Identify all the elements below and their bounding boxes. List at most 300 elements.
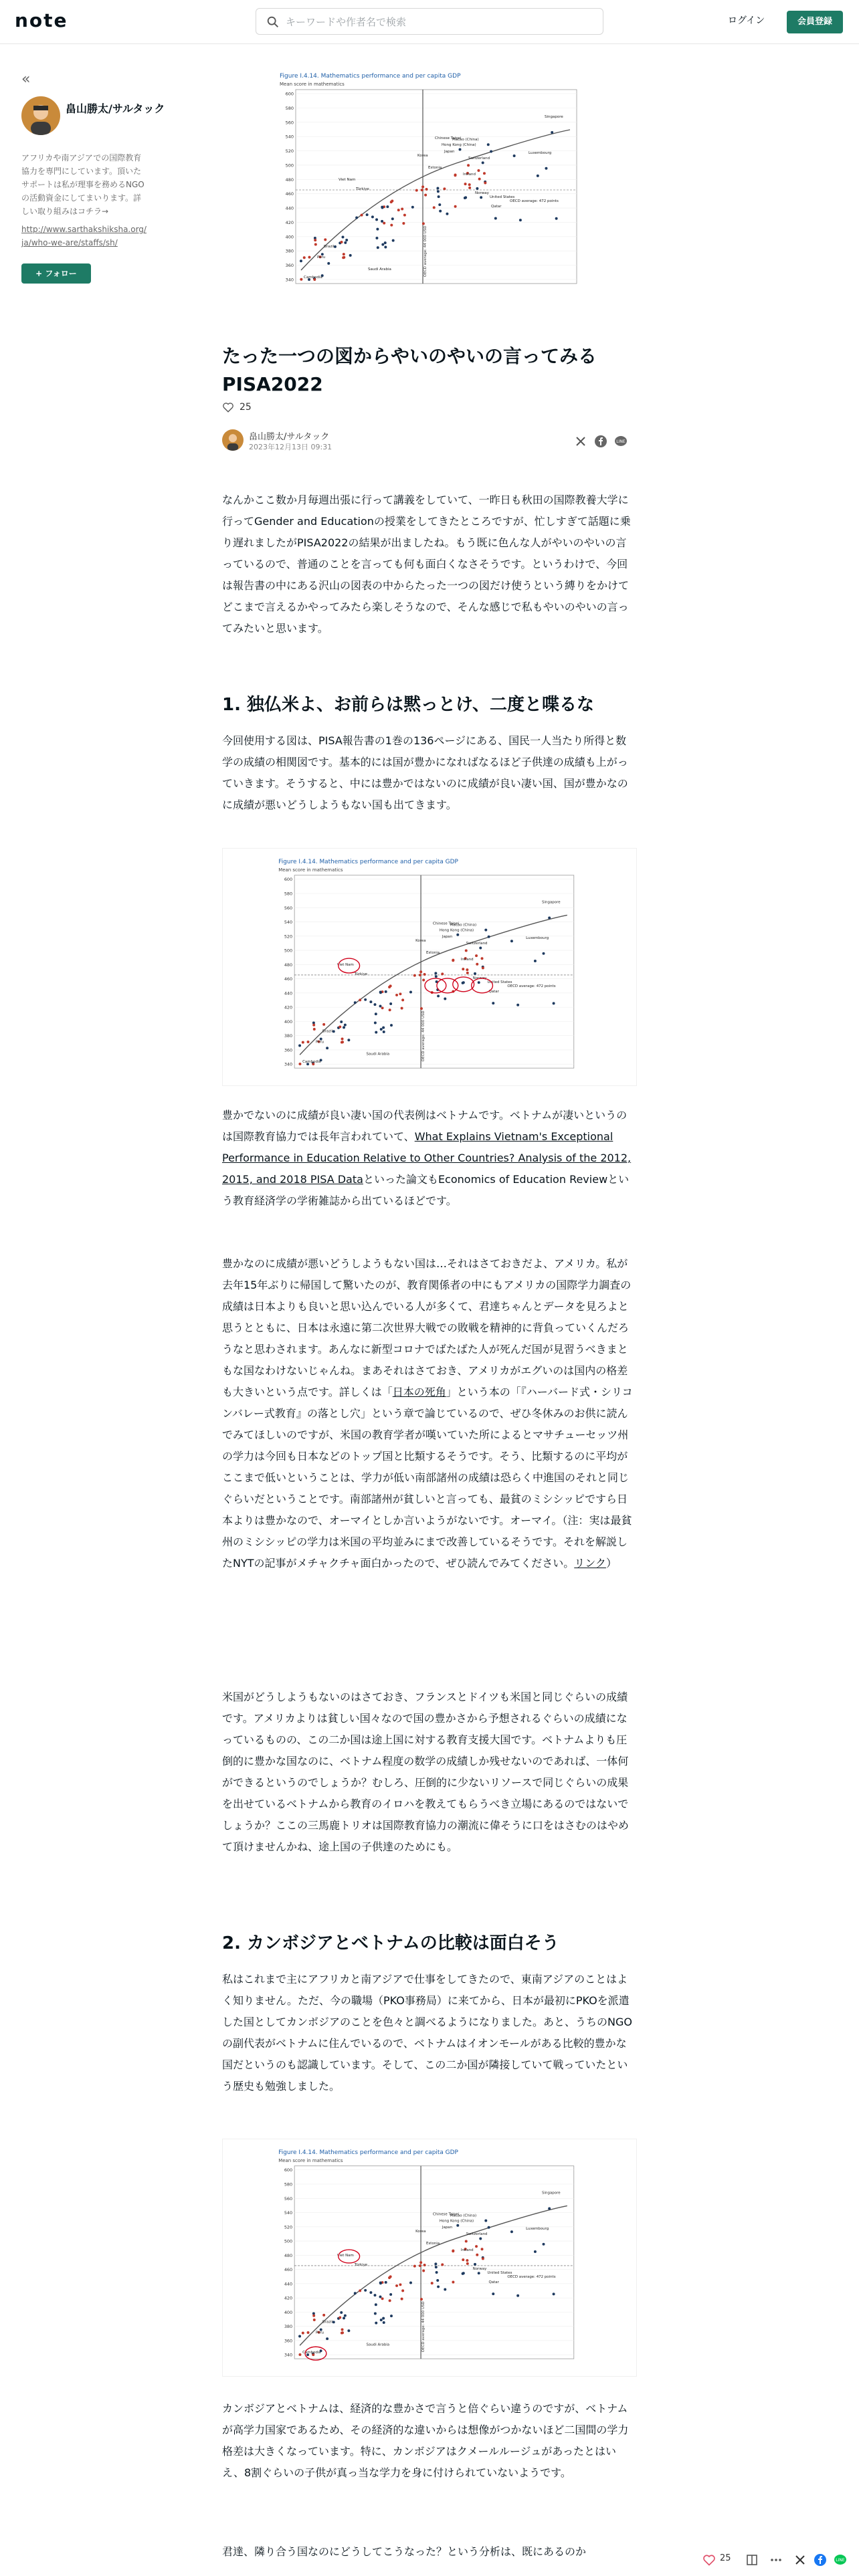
- oecd-gdp-label: OECD average: 44 000 USD: [423, 225, 427, 277]
- scatter-point: [376, 228, 379, 231]
- scatter-point: [419, 974, 421, 976]
- oecd-gdp-label: OECD average: 44 000 USD: [421, 2301, 426, 2353]
- scatter-point: [401, 2298, 403, 2300]
- country-label: Saudi Arabia: [366, 2343, 390, 2347]
- country-label: Qatar: [491, 205, 502, 209]
- scatter-point: [484, 181, 486, 184]
- scatter-point: [375, 218, 378, 221]
- scatter-point: [478, 178, 481, 181]
- scatter-point: [343, 253, 345, 255]
- y-tick-label: 400: [284, 1018, 293, 1025]
- y-tick-label: 340: [284, 2352, 293, 2358]
- y-tick-label: 500: [285, 163, 294, 169]
- y-tick-label: 520: [284, 934, 293, 940]
- scatter-point: [361, 214, 363, 217]
- scatter-point: [534, 960, 537, 962]
- scatter-point: [399, 992, 401, 995]
- scatter-point: [313, 1028, 316, 1031]
- country-label: Singapore: [542, 900, 561, 905]
- scatter-point: [341, 2329, 344, 2331]
- scatter-point: [355, 217, 358, 219]
- scatter-point: [423, 2264, 426, 2266]
- y-tick-label: 560: [284, 2195, 293, 2202]
- scatter-point: [423, 973, 426, 976]
- country-label: Türkiye: [356, 187, 369, 191]
- like-area[interactable]: [222, 401, 252, 413]
- y-tick-label: 400: [285, 234, 294, 240]
- plot-frame: [294, 875, 574, 1068]
- magazine-icon[interactable]: [745, 2553, 759, 2567]
- scatter-point: [366, 213, 369, 216]
- scatter-point: [322, 1023, 325, 1026]
- country-label: Saudi Arabia: [368, 267, 391, 272]
- country-label: United States: [487, 980, 512, 984]
- scatter-point: [347, 1039, 350, 1041]
- scatter-point: [390, 224, 393, 227]
- scatter-point: [314, 243, 317, 246]
- scatter-point: [384, 246, 387, 249]
- scatter-point: [298, 1045, 301, 1047]
- scatter-point: [435, 975, 438, 978]
- country-label: Switzerland: [466, 942, 488, 946]
- scatter-point: [340, 2311, 343, 2314]
- country-label: Luxembourg: [526, 936, 549, 941]
- scatter-point: [480, 196, 482, 199]
- country-label: Switzerland: [466, 2232, 488, 2237]
- y-tick-label: 360: [284, 2338, 293, 2344]
- scatter-point: [441, 972, 444, 975]
- country-label: Singapore: [542, 2191, 561, 2195]
- scatter-point: [359, 2289, 361, 2292]
- sidebar-collapse-icon[interactable]: «: [21, 71, 31, 88]
- svg-text:LINE: LINE: [616, 439, 626, 444]
- figure-3: [222, 2139, 637, 2377]
- scatter-point: [467, 164, 470, 167]
- scatter-point: [381, 220, 383, 223]
- country-label: Japan: [444, 150, 455, 154]
- y-tick-label: 460: [285, 191, 294, 197]
- scatter-point: [344, 241, 347, 244]
- scatter-point: [303, 256, 306, 259]
- country-label: United States: [490, 195, 515, 199]
- scatter-point: [386, 205, 389, 208]
- author-bio: アフリカや南アジアでの国際教育協力を専門にしています。頂いたサポートは私が理事を務めるNGOの活動資金にしてまいります。詳しい取り組みはコチラ→: [21, 153, 145, 216]
- svg-text:LINE: LINE: [836, 2558, 845, 2563]
- meta-author-avatar[interactable]: [222, 429, 244, 451]
- country-label: Korea: [417, 154, 428, 158]
- scatter-point: [476, 187, 478, 190]
- plot-frame: [294, 2166, 574, 2359]
- y-tick-label: 380: [284, 1033, 293, 1039]
- scatter-point: [465, 949, 468, 952]
- scatter-point: [401, 2289, 404, 2292]
- y-tick-label: 600: [285, 91, 294, 97]
- scatter-point: [383, 2321, 385, 2324]
- y-tick-label: 540: [284, 2210, 293, 2216]
- scatter-point: [421, 189, 423, 191]
- scatter-point: [466, 972, 469, 974]
- float-like-count: 25: [720, 2553, 731, 2563]
- scatter-point: [409, 991, 412, 994]
- country-label: OECD average: 472 points: [507, 984, 556, 988]
- scatter-point: [314, 239, 316, 241]
- scatter-point: [548, 2207, 551, 2210]
- scatter-point: [424, 194, 427, 197]
- nyt-link[interactable]: リンク: [574, 1557, 606, 1570]
- y-tick-label: 580: [284, 891, 293, 897]
- scatter-point: [381, 206, 383, 209]
- scatter-point: [477, 169, 480, 172]
- scatter-point: [438, 195, 440, 198]
- scatter-point: [482, 161, 484, 164]
- scatter-point: [510, 2230, 513, 2233]
- country-label: Singapore: [545, 115, 563, 119]
- login-link[interactable]: ログイン: [728, 15, 765, 26]
- country-label: Chinese Taipei: [432, 2212, 460, 2217]
- author-avatar[interactable]: [21, 96, 60, 135]
- scatter-point: [298, 2353, 301, 2356]
- figure-ylabel: Mean score in mathematics: [280, 82, 345, 87]
- scatter-point: [444, 2288, 446, 2291]
- scatter-point: [456, 2224, 459, 2227]
- scatter-point: [326, 2337, 328, 2340]
- scatter-point: [411, 206, 414, 209]
- float-x-icon[interactable]: [793, 2553, 807, 2567]
- scatter-point: [382, 1027, 385, 1029]
- scatter-point: [302, 1041, 304, 1044]
- figure-title: Figure I.4.14. Mathematics performance and per capita GDP: [278, 858, 458, 865]
- more-icon[interactable]: [769, 2553, 783, 2567]
- scatter-point: [326, 1047, 328, 1049]
- country-label: Peru: [317, 255, 326, 259]
- scatter-point: [300, 278, 302, 281]
- scatter-point: [555, 217, 558, 220]
- scatter-point: [468, 187, 471, 189]
- scatter-point: [434, 972, 437, 974]
- y-tick-label: 500: [284, 2238, 293, 2244]
- y-tick-label: 540: [285, 134, 294, 140]
- scatter-point: [452, 2281, 454, 2284]
- meta-author-name[interactable]: 畠山勝太/サルタック: [249, 432, 330, 442]
- scatter-point: [341, 235, 344, 238]
- scatter-point: [436, 2271, 438, 2274]
- scatter-point: [462, 2272, 465, 2274]
- y-tick-label: 600: [284, 877, 293, 883]
- scatter-point: [454, 174, 456, 177]
- scatter-point: [422, 2269, 425, 2272]
- scatter-point: [312, 1024, 315, 1027]
- hero-figure: [277, 70, 586, 294]
- scatter-point: [475, 954, 478, 957]
- float-line-icon[interactable]: [834, 2553, 847, 2567]
- country-label: Ireland: [460, 2248, 474, 2253]
- country-label: Luxembourg: [529, 151, 552, 155]
- search-input[interactable]: [286, 13, 593, 31]
- scatter-point: [307, 1041, 310, 1043]
- y-tick-label: 360: [284, 1047, 293, 1053]
- country-label: Japan: [442, 2226, 453, 2230]
- scatter-point: [482, 2257, 484, 2260]
- scatter-point: [543, 2243, 545, 2246]
- scatter-point: [327, 262, 330, 265]
- y-tick-label: 360: [285, 263, 294, 269]
- country-label: Brazil: [322, 1029, 333, 1034]
- paragraph-7: カンボジアとベトナムは、経済的な豊かさで言うと倍ぐらい違うのですが、ベトナムが高学力国家であるため、その経済的な違いからは想像がつかないほど二国間の学力格差は大きくなっています。特に、カンボジアはクメールルージュがあったとはいえ、8割ぐらいの子供が真っ当な学力を身に付けられていないようです。: [222, 2402, 629, 2479]
- scatter-point: [389, 1008, 391, 1011]
- scatter-point: [438, 203, 441, 206]
- scatter-point: [324, 238, 326, 241]
- scatter-point: [484, 929, 487, 932]
- scatter-point: [374, 2294, 377, 2296]
- scatter-point: [313, 2319, 316, 2321]
- scatter-point: [466, 2262, 469, 2265]
- follow-button[interactable]: + フォロー: [21, 263, 91, 284]
- scatter-point: [490, 150, 492, 152]
- scatter-point: [342, 256, 345, 259]
- y-tick-label: 520: [284, 2224, 293, 2230]
- y-tick-label: 440: [285, 205, 294, 211]
- line-share-icon[interactable]: [614, 435, 628, 448]
- scatter-point: [379, 990, 382, 993]
- paragraph-4: 豊かなのに成績が悪いどうしようもない国は…それはさておきだよ、アメリカ。私が去年15年ぶりに帰国して驚いたのが、教育関係者の中にもアメリカの国際学力調査の成績は日本よりも良いと思い込んでいる人が多くて、君達ちゃんとデータを見ろよと思うとともに、日本は永遠に第二次世界大戦での敗戦を精神的に背負っていくんだろうなと思わされます。あんなに新型コロナでばたばた人が死んだ国が見習うべきまともな国なわけないじゃんね。まあそれはさておき、アメリカがエグいのは国内の格差も大きいという点です。詳しくは「日本の死角」という本の「『ハーバード式・シリコンバレー式教育』の落とし穴」という章で論じているので、ぜひ冬休みのお供に読んでみてほしいのですが、米国の教育学者が嘆いていた所によるとマサチューセッツ州の学力は今回も日本などのトップ国と比類するそうです。そう、比類するのに平均がここまで低いということは、学力が低い南部諸州の成績は恐らく中進国のそれと同じぐらいだということです。南部諸州が貧しいと言っても、最貧のミシシッピですら日本よりは豊かなので、オーマイとしか言いようがないです。オーマイ。（注：実は最貧州のミシシッピの学力は米国の平均並みにまで改善しているそうです。それを解説したNYTの記事がメチャクチャ面白かったので、ぜひ読んでみてください。リンク）: [222, 1257, 633, 1570]
- scatter-point: [479, 2238, 482, 2240]
- scatter-point: [434, 2262, 437, 2265]
- scatter-point: [481, 957, 484, 960]
- scatter-point: [419, 2261, 422, 2264]
- search-box[interactable]: [256, 8, 603, 35]
- scatter-point: [439, 210, 442, 213]
- country-label: Estonia: [428, 166, 442, 170]
- y-tick-label: 480: [285, 177, 294, 183]
- scatter-point: [369, 2291, 372, 2294]
- scatter-point: [488, 2226, 490, 2229]
- paragraph-3: 豊かでないのに成績が良い凄い国の代表例はベトナムです。ベトナムが凄いというのは国際教育協力では長年言われていて、What Explains Vietnam's Exceptional Performance in Education Relative to Other Countries? Analysis of the 2012, 2015, and 2018 PISA Dataといった論文もEconomics of Education Reviewという教育経済学の学術雑誌から出ているほどです。: [222, 1109, 632, 1207]
- paragraph-intro: なんかここ数か月毎週出張に行って講義をしていて、一昨日も秋田の国際教養大学に行ってGender and Educationの授業をしてきたところですが、忙しすぎて話題に乗り遅れましたがPISA2022の結果が出ましたね。もう既に色んな人がやいのやいの言っているので、普通のことを言っても何も面白くなさそうです。というわけで、今回は報告書の中にある沢山の図表の中からたった一つの図だけ使うという縛りをかけてどこまで言えるかやってみたら楽しそうなので、そんな感じで私もやいのやいの言ってみたいと思います。: [222, 494, 631, 635]
- y-tick-label: 540: [284, 920, 293, 926]
- x-share-icon[interactable]: [574, 435, 587, 448]
- publish-date: 2023年12月13日 09:31: [249, 443, 332, 451]
- scatter-point: [307, 2331, 310, 2334]
- facebook-share-icon[interactable]: [594, 435, 607, 448]
- y-tick-label: 460: [284, 976, 293, 982]
- scatter-point: [379, 2296, 381, 2298]
- scatter-point: [343, 2317, 345, 2319]
- scatter-point: [466, 968, 468, 971]
- scatter-point: [375, 2303, 377, 2306]
- y-tick-label: 420: [284, 2295, 293, 2301]
- scatter-point: [395, 2284, 398, 2287]
- like-count: 25: [240, 402, 252, 413]
- scatter-point: [456, 934, 459, 936]
- scatter-point: [543, 952, 545, 955]
- scatter-point: [494, 217, 497, 219]
- scatter-point: [312, 2315, 315, 2317]
- country-label: Cambodia: [302, 2351, 321, 2355]
- plot-frame: [296, 90, 577, 284]
- scatter-point: [419, 970, 422, 973]
- scatter-point: [437, 994, 440, 997]
- scatter-point: [548, 916, 551, 919]
- heart-icon[interactable]: [222, 401, 234, 413]
- scatter-point: [388, 986, 391, 988]
- scatter-point: [339, 1026, 341, 1029]
- scatter-point: [364, 998, 367, 1001]
- y-tick-label: 380: [284, 2324, 293, 2330]
- y-tick-label: 440: [284, 2281, 293, 2287]
- scatter-point: [420, 1007, 423, 1010]
- author-bio-link[interactable]: http://www.sarthakshiksha.org/ja/who-we-are/staffs/sh/: [21, 225, 147, 247]
- scatter-point: [389, 1002, 392, 1005]
- country-label: Luxembourg: [526, 2227, 549, 2232]
- scatter-point: [384, 241, 387, 244]
- country-label: Chinese Taipei: [435, 136, 462, 140]
- scatter-point: [341, 1038, 344, 1041]
- country-label: Estonia: [426, 951, 440, 956]
- scatter-point: [409, 2282, 412, 2284]
- scatter-point: [334, 245, 337, 248]
- scatter-point: [381, 2297, 384, 2300]
- country-label: Norway: [475, 191, 489, 195]
- country-label: Macao (China): [450, 923, 477, 928]
- country-label: United States: [487, 2270, 512, 2275]
- scatter-point: [475, 2245, 478, 2248]
- figure-plot: [278, 859, 574, 1068]
- scatter-point: [413, 2265, 416, 2268]
- country-label: Macao (China): [452, 138, 479, 142]
- scatter-point: [443, 187, 446, 190]
- scatter-point: [390, 201, 393, 203]
- scatter-point: [375, 1031, 377, 1034]
- scatter-point: [479, 947, 482, 950]
- country-label: Qatar: [488, 2280, 499, 2284]
- scatter-point: [413, 974, 416, 977]
- y-tick-label: 460: [284, 2267, 293, 2273]
- figure-plot: [280, 73, 577, 284]
- scatter-point: [545, 167, 547, 170]
- country-label: Türkiye: [354, 2262, 368, 2267]
- scatter-point: [300, 259, 302, 262]
- scatter-point: [383, 222, 385, 225]
- country-label: OECD average: 472 points: [507, 2274, 556, 2279]
- scatter-point: [466, 2259, 468, 2262]
- country-label: Viet Nam: [339, 178, 356, 182]
- scatter-point: [341, 241, 343, 243]
- scatter-point: [401, 208, 403, 211]
- scatter-point: [383, 1031, 385, 1033]
- scatter-point: [341, 2332, 343, 2335]
- scatter-point: [369, 1000, 372, 1003]
- author-name[interactable]: 畠山勝太/サルタック: [66, 102, 165, 115]
- y-tick-label: 440: [284, 990, 293, 996]
- scatter-point: [474, 972, 476, 975]
- book-link[interactable]: 日本の死角: [392, 1386, 446, 1398]
- country-label: Viet Nam: [337, 2254, 354, 2258]
- scatter-point: [484, 2220, 487, 2222]
- country-label: Brazil: [322, 2320, 333, 2325]
- scatter-point: [349, 254, 352, 257]
- scatter-point: [388, 2276, 391, 2279]
- scatter-point: [391, 217, 394, 220]
- scatter-point: [468, 183, 471, 186]
- country-label: Hong Kong (China): [442, 143, 476, 147]
- scatter-point: [420, 2298, 423, 2300]
- scatter-point: [551, 131, 553, 134]
- country-label: Peru: [315, 1040, 324, 1045]
- site-header: [0, 0, 859, 44]
- scatter-point: [374, 1021, 377, 1024]
- scatter-point: [389, 2293, 392, 2296]
- country-label: Ireland: [463, 173, 476, 177]
- scatter-point: [354, 2292, 357, 2294]
- scatter-point: [422, 222, 425, 225]
- scatter-point: [462, 2258, 464, 2261]
- scatter-point: [371, 215, 374, 218]
- article-title: たった一つの図からやいのやいの言ってみる PISA2022: [222, 345, 597, 395]
- country-label: Norway: [472, 976, 487, 980]
- paragraph-8: 君達、隣り合う国なのにどうしてこうなった？という分析は、既にあるのか: [222, 2545, 587, 2558]
- scatter-point: [332, 1030, 335, 1033]
- y-tick-label: 380: [285, 248, 294, 254]
- scatter-point: [441, 2263, 444, 2266]
- scatter-point: [462, 968, 464, 970]
- y-tick-label: 560: [285, 120, 294, 126]
- scatter-point: [397, 209, 400, 211]
- signup-button[interactable]: 会員登録: [787, 11, 843, 33]
- scatter-point: [437, 2285, 440, 2288]
- country-label: Macao (China): [450, 2214, 477, 2218]
- y-tick-label: 480: [284, 2252, 293, 2258]
- scatter-point: [553, 2292, 555, 2295]
- scatter-point: [462, 981, 465, 984]
- scatter-point: [392, 239, 395, 242]
- scatter-point: [382, 2317, 385, 2320]
- country-label: Türkiye: [354, 972, 368, 976]
- scatter-point: [444, 998, 446, 1000]
- float-heart-icon[interactable]: [702, 2553, 716, 2567]
- float-facebook-icon[interactable]: [814, 2553, 827, 2567]
- scatter-point: [345, 239, 348, 241]
- search-icon: [266, 15, 280, 29]
- country-label: Hong Kong (China): [439, 2219, 474, 2224]
- scatter-point: [436, 2279, 439, 2282]
- scatter-point: [433, 206, 436, 209]
- scatter-point: [419, 2264, 421, 2267]
- note-logo[interactable]: note: [15, 9, 68, 31]
- scatter-point: [298, 1063, 301, 1065]
- scatter-point: [403, 214, 406, 217]
- heading-section-1: 1. 独仏米よ、お前らは黙っとけ、二度と喋るな: [222, 695, 594, 715]
- y-tick-label: 520: [285, 148, 294, 154]
- country-label: Japan: [442, 935, 453, 940]
- figure-title: Figure I.4.14. Mathematics performance and per capita GDP: [278, 2149, 458, 2156]
- scatter-point: [298, 2335, 301, 2338]
- scatter-point: [478, 2272, 480, 2274]
- scatter-point: [339, 2317, 341, 2319]
- y-tick-label: 580: [285, 105, 294, 111]
- scatter-point: [519, 219, 522, 221]
- country-label: Qatar: [488, 989, 499, 994]
- scatter-point: [446, 213, 448, 215]
- scatter-point: [385, 990, 387, 993]
- scatter-point: [343, 1026, 345, 1029]
- vietnam-paper-link[interactable]: What Explains Vietnam's Exceptional Performance in Education Relative to Other Countries? Analysis of the 2012, 2015, and 2018 PISA Data: [222, 1130, 632, 1186]
- scatter-point: [364, 2289, 367, 2292]
- scatter-point: [379, 2281, 382, 2284]
- scatter-point: [513, 154, 516, 157]
- y-tick-label: 580: [284, 2181, 293, 2187]
- scatter-point: [464, 183, 467, 185]
- scatter-point: [464, 196, 467, 199]
